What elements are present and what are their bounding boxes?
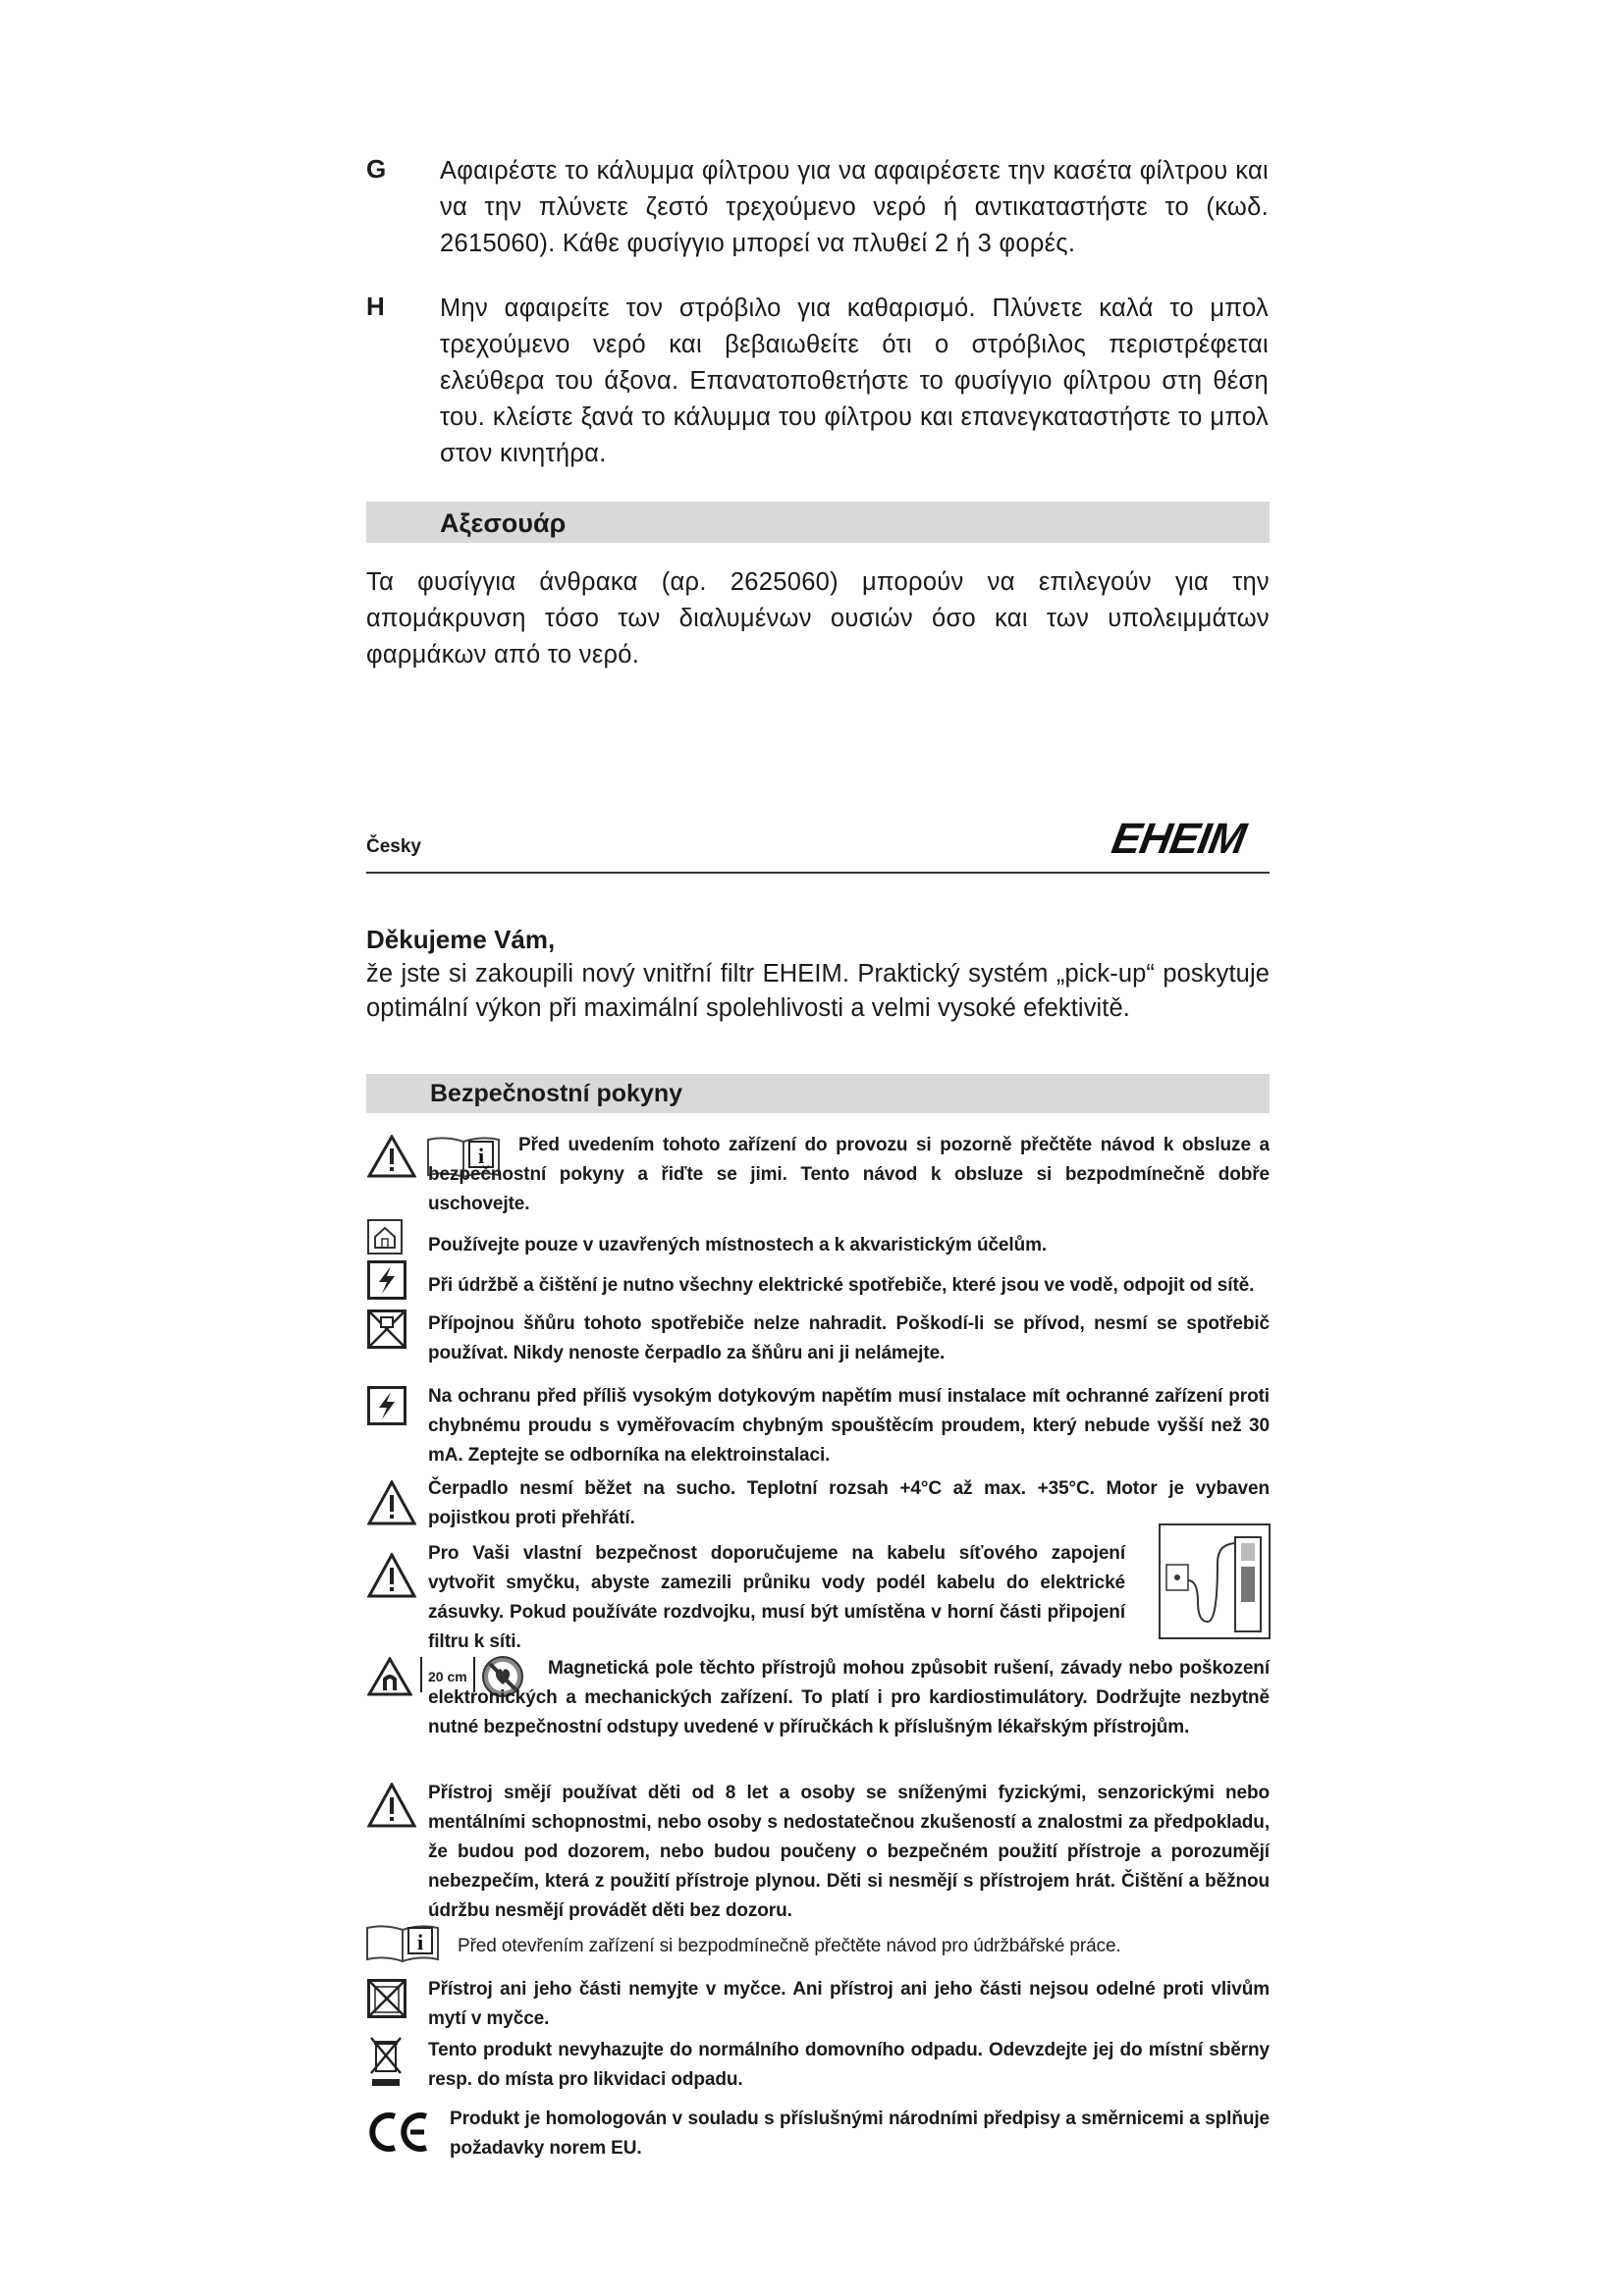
safety-text-11: Přístroj ani jeho části nemyjte v myčce. Ani přístroj ani jeho části nejsou odelné proti vlivům mytí v myčce. [428,1979,1270,2029]
accessories-text: Τα φυσίγγια άνθρακα (αρ. 2625060) μπορούν να επιλεγούν για την απομάκρυνση τόσο των διαλυμένων ουσιών όσο και των υπολειμμάτων φαρμάκων από το νερό. [366,568,1270,668]
unplug-icon [367,1260,406,1300]
header-divider [366,872,1270,874]
safety-text-7: Pro Vaši vlastní bezpečnost doporučujeme na kabelu síťového zapojení vytvořit smyčku, abyste zamezili průniku vody podél kabelu do elektrické zásuvky. Pokud používáte rozdvojku, musí být umístěna v horní části připojení filtru k síti. [428,1543,1125,1652]
warning-icon [367,1553,416,1598]
language-label: Česky [366,836,421,857]
eheim-logo: EHEIM [1108,815,1249,863]
thanks-title: Děkujeme Vám, [366,925,556,954]
read-manual-icon [365,1922,440,1963]
accessories-heading-bar [366,502,1270,543]
safety-text-10: Před otevřením zařízení si bezpodmínečně přečtěte návod pro údržbářské práce. [458,1936,1121,1956]
no-dishwasher-icon [367,1979,406,2018]
safety-text-9: Přístroj smějí používat děti od 8 let a osoby se sníženými fyzickými, senzorickými nebo mentálními schopnostmi, nebo osoby s nedostatečnou zkušeností a znalostmi za předpokladu, že budou pod dozorem, nebo budou poučeny o bezpečném použití přístroje a porozumějí nebezpečím, která z použití přístroje plynou. Děti si nesmějí s přístrojem hrát. Čištění a běžnou údržbu nesmějí provádět děti bez dozoru. [428,1783,1270,1921]
safety-text-3: Při údržbě a čištění je nutno všechny elektrické spotřebiče, které jsou ve vodě, odpojit od sítě. [428,1275,1255,1296]
electric-shock-icon [367,1386,406,1425]
safety-text-1: Před uvedením tohoto zařízení do provozu si pozorně přečtěte návod k obsluze a bezpečnostní pokyny a řiďte se jimi. Tento návod k obsluze si bezpodmínečně dobře uschovejte. [428,1135,1270,1214]
distance-label: 20 cm [428,1669,467,1684]
warning-icon [367,1135,416,1178]
step-letter-h: H [366,292,385,321]
indoor-use-icon [367,1219,403,1255]
step-g-text: Αφαιρέστε το κάλυμμα φίλτρου για να αφαιρέσετε την κασέτα φίλτρου και να την πλύνετε ζεστό τρεχούμενο νερό ή αντικαταστήστε το (κωδ. 2615060). Κάθε φυσίγγιο μπορεί να πλυθεί 2 ή 3 φορές. [440,157,1269,257]
warning-icon [367,1783,416,1828]
safety-text-12: Tento produkt nevyhazujte do normálního domovního odpadu. Odevzdejte jej do místní sběrny resp. do místa pro likvidaci odpadu. [428,2040,1270,2090]
safety-text-4: Přípojnou šňůru tohoto spotřebiče nelze nahradit. Poškodí-li se přívod, nesmí se spotřebič používat. Nikdy nenoste čerpadlo za šňůru ani ji nelámejte. [428,1313,1270,1363]
safety-text-6: Čerpadlo nesmí běžet na sucho. Teplotní rozsah +4°C až max. +35°C. Motor je vybaven pojistkou proti přehřátí. [428,1478,1270,1528]
accessories-title: Αξεσουάρ [440,508,567,538]
warning-icon [367,1480,416,1525]
safety-heading-bar [366,1074,1270,1113]
svg-text:i: i [416,1930,424,1954]
svg-text:i: i [477,1144,485,1168]
ce-mark-icon [365,2110,432,2154]
safety-text-5: Na ochranu před příliš vysokým dotykovým napětím musí instalace mít ochranné zařízení proti chybnému proudu s vyměřovacím chybným spouštěcím proudem, který nebude vyšší než 30 mA. Zeptejte se odborníka na elektroinstalaci. [428,1386,1270,1466]
magnetic-warning-icon [367,1657,412,1696]
weee-bin-icon [369,2036,403,2087]
safety-text-13: Produkt je homologován v souladu s příslušnými národními předpisy a směrnicemi a splňuje požadavky norem EU. [450,2109,1270,2159]
thanks-text: že jste si zakoupili nový vnitřní filtr EHEIM. Praktický systém „pick-up“ poskytuje optimální výkon při maximální spolehlivosti a velmi vysoké efektivitě. [366,960,1270,1022]
step-letter-g: G [366,154,387,184]
safety-text-8: Magnetická pole těchto přístrojů mohou způsobit rušení, závady nebo poškození elektronických a mechanických zařízení. To platí i pro kardiostimulátory. Dodržujte nezbytně nutné bezpečnostní odstupy uvedené v příručkách k příslušným lékařským přístrojům. [428,1658,1270,1737]
distance-left-bar [420,1657,422,1692]
cable-not-replaceable-icon [367,1309,406,1349]
cable-loop-illustration [1159,1523,1271,1639]
safety-text-2: Používejte pouze v uzavřených místnostech a k akvaristickým účelům. [428,1235,1048,1255]
safety-title: Bezpečnostní pokyny [430,1080,682,1107]
step-h-text: Μην αφαιρείτε τον στρόβιλο για καθαρισμό. Πλύνετε καλά το μπολ τρεχούμενο νερό και βεβαιωθείτε ότι ο στρόβιλος περιστρέφεται ελεύθερα του άξονα. Επανατοποθετήστε το φυσίγγιο φίλτρου στη θέση του. κλείστε ξανά το κάλυμμα του φίλτρου και επανεγκαταστήστε το μπολ στον κινητήρα. [440,294,1269,467]
